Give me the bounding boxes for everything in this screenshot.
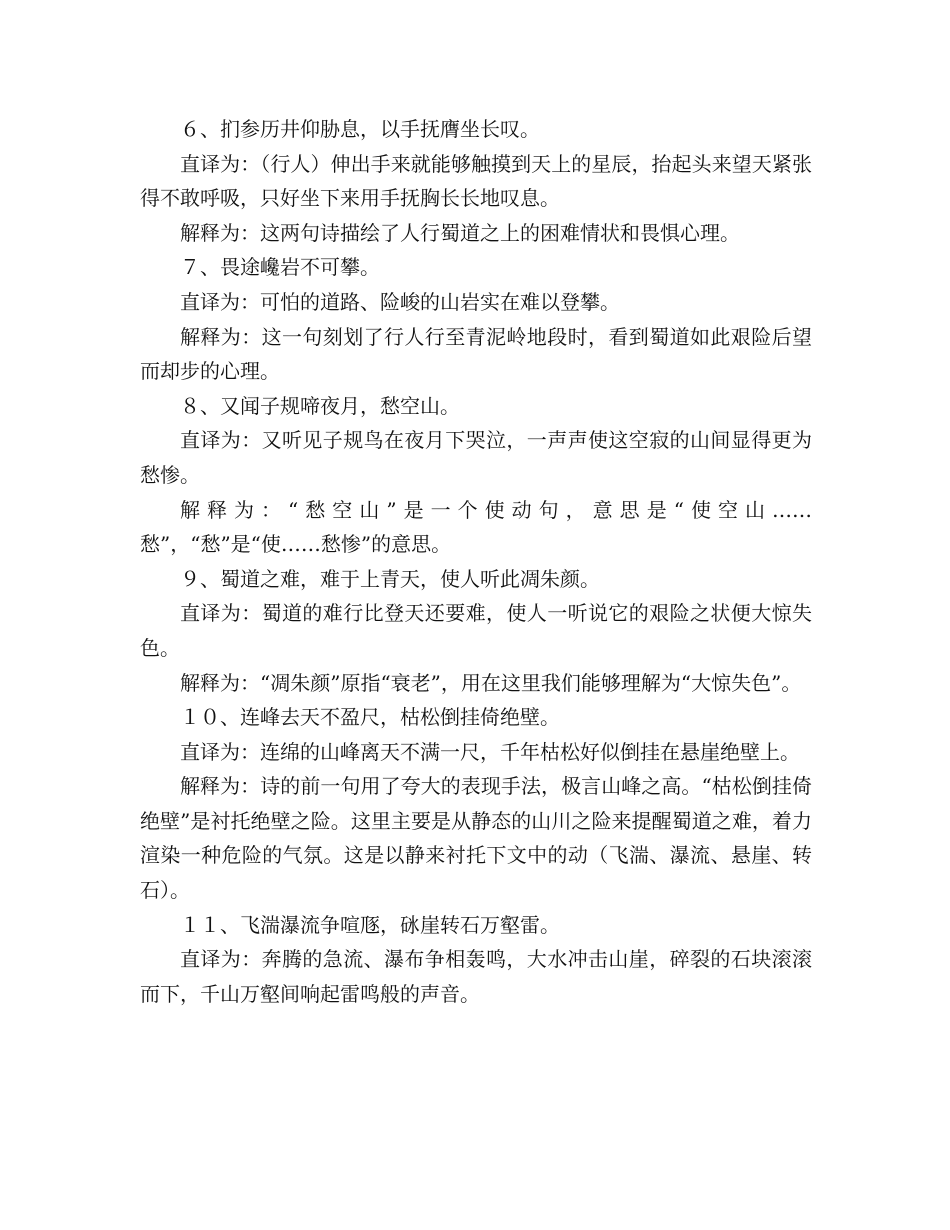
translation-paragraph: 直译为：蜀道的难行比登天还要难，使人一听说它的艰险之状便大惊失色。	[140, 601, 812, 660]
explanation-paragraph: 解释为：这两句诗描绘了人行蜀道之上的困难情状和畏惧心理。	[180, 220, 740, 245]
item-heading-11: １１、飞湍瀑流争喧豗，砯崖转石万壑雷。	[180, 912, 560, 937]
item-heading-9: ９、蜀道之难，难于上青天，使人听此凋朱颜。	[180, 566, 600, 591]
explanation-paragraph: 解释为：诗的前一句用了夸大的表现手法，极言山峰之高。“枯松倒挂倚绝壁”是衬托绝壁之险。这里主要是从静态的山川之险来提醒蜀道之难，着力渲染一种危险的气氛。这是以静来衬托下文中的动（飞湍、瀑流、悬崖、转石）。	[140, 774, 812, 903]
translation-paragraph: 直译为：又听见子规鸟在夜月下哭泣，一声声使这空寂的山间显得更为愁惨。	[140, 428, 812, 487]
translation-paragraph: 直译为：可怕的道路、险峻的山岩实在难以登攀。	[180, 289, 620, 314]
translation-paragraph: 直译为：奔腾的急流、瀑布争相轰鸣，大水冲击山崖，碎裂的石块滚滚而下，千山万壑间响起雷鸣般的声音。	[140, 947, 812, 1006]
item-heading-7: ７、畏途巉岩不可攀。	[180, 255, 380, 280]
document-body	[140, 112, 812, 1011]
explanation-paragraph: 解释为：这一句刻划了行人行至青泥岭地段时，看到蜀道如此艰险后望而却步的心理。	[140, 324, 812, 384]
explanation-paragraph: 解释为：“愁空山”是一个使动句，意思是“使空山……愁”，“愁”是“使……愁惨”的意思。	[140, 497, 812, 557]
item-heading-8: ８、又闻子规啼夜月，愁空山。	[180, 393, 460, 418]
item-heading-10: １０、连峰去天不盈尺，枯松倒挂倚绝壁。	[180, 705, 560, 730]
translation-paragraph: 直译为：（行人）伸出手来就能够触摸到天上的星辰，抬起头来望天紧张得不敢呼吸，只好坐下来用手抚胸长长地叹息。	[140, 151, 812, 211]
item-heading-6: ６、扪参历井仰胁息，以手抚膺坐长叹。	[180, 117, 540, 141]
translation-paragraph: 直译为：连绵的山峰离天不满一尺，千年枯松好似倒挂在悬崖绝壁上。	[180, 739, 800, 764]
explanation-paragraph: 解释为：“凋朱颜”原指“衰老”，用在这里我们能够理解为“大惊失色”。	[180, 670, 802, 695]
